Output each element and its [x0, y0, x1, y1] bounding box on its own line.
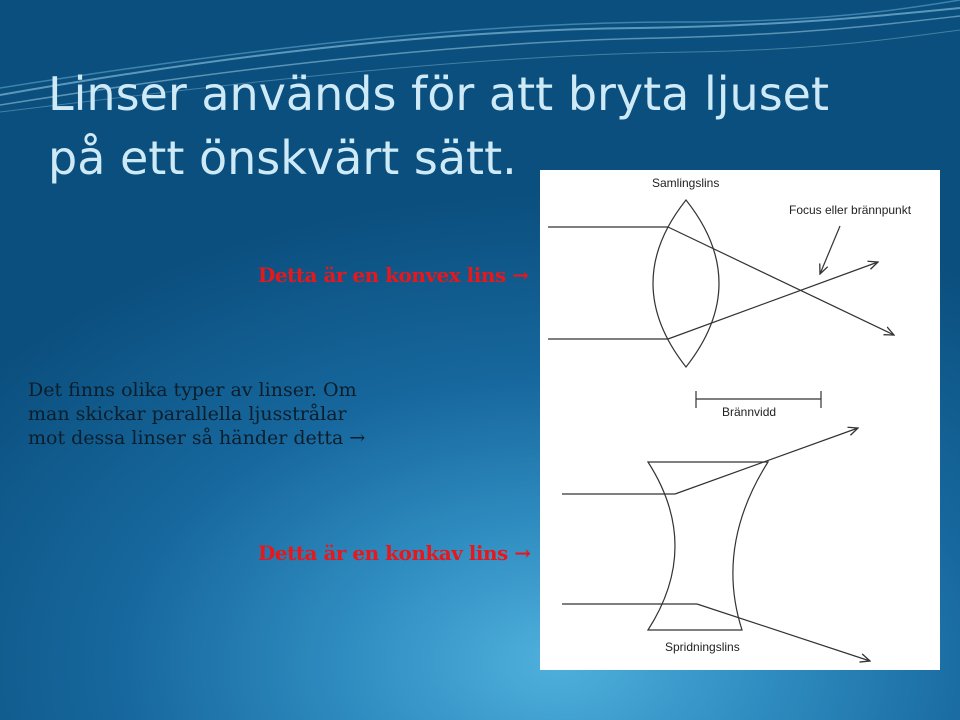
body-line-3: mot dessa linser så händer detta →: [28, 427, 366, 449]
convex-ray-top-out: [668, 227, 894, 335]
title-line-1: Linser används för att bryta ljuset: [48, 67, 830, 121]
focus-pointer-arrow: [820, 226, 840, 274]
label-samlingslins: Samlingslins: [652, 176, 720, 190]
convex-ray-bottom-out: [668, 262, 878, 339]
lens-diagram-svg: [540, 170, 940, 670]
label-focus: Focus eller brännpunkt: [789, 203, 912, 217]
body-text: [28, 378, 528, 450]
concave-ray-top-out: [675, 428, 858, 494]
lens-diagram: [540, 170, 940, 670]
convex-lens-label: Detta är en konvex lins →: [258, 263, 529, 287]
convex-lens-shape: [653, 200, 719, 367]
label-brannvidd: Brännvidd: [722, 405, 777, 419]
label-spridningslins: Spridningslins: [665, 640, 740, 654]
body-line-1: Det finns olika typer av linser. Om: [28, 379, 357, 401]
concave-lens-label: Detta är en konkav lins →: [258, 541, 531, 565]
body-line-2: man skickar parallella ljusstrålar: [28, 403, 347, 425]
title-line-2: på ett önskvärt sätt.: [48, 131, 517, 185]
concave-lens-shape: [648, 462, 768, 630]
